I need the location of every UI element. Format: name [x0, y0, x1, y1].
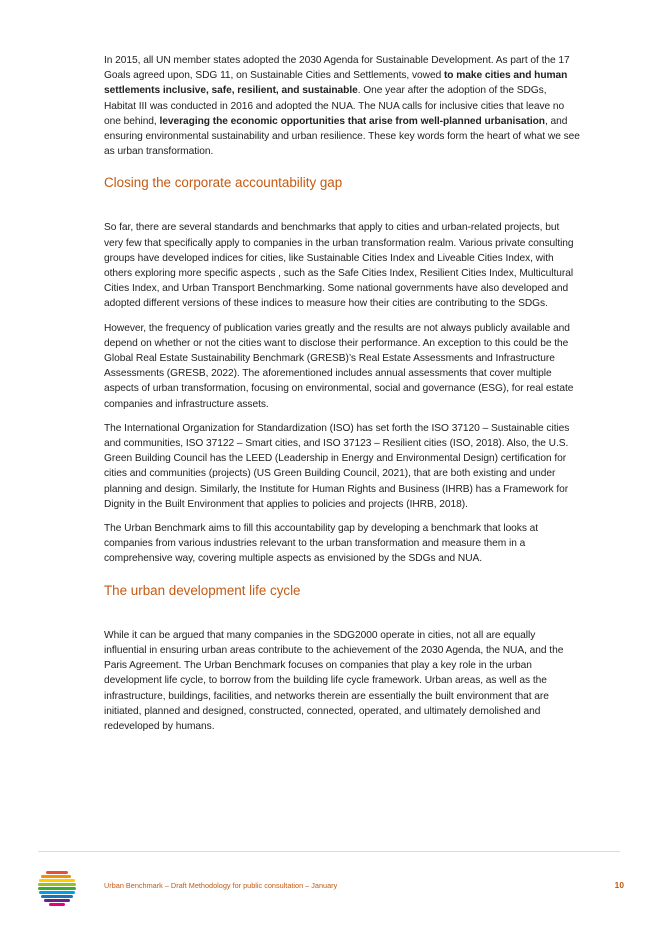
intro-text-2: . One year after the adoption of the SDGs, Habitat III was conducted in 2016 and adopted the NUA. The NUA calls for inclusive cities that leave no one behind,: [104, 85, 565, 127]
intro-paragraph: [104, 53, 580, 159]
section-heading-life-cycle: The urban development life cycle: [104, 582, 301, 598]
section1-paragraph-3: The International Organization for Standardization (ISO) has set forth the ISO 37120 – Sustainable cities and communities, ISO 37122 – Smart cities, and ISO 37123 – Resilient cities (ISO, 2018). Also, the U.S. Green Building Council has the LEED (Leadership in Energy and Environmental Design) certification for cities and communities (projects) (US Green Building Council, 2021), that are both existing and under planning and design. Similarly, the Institute for Human Rights and Business (IHRB) has a Framework for Dignity in the Built Environment that applies to policies and projects (IHRB, 2018).: [104, 422, 570, 510]
world-benchmarking-alliance-logo-icon: [38, 870, 78, 908]
intro-bold-1: to make cities and human settlements inclusive, safe, resilient, and sustainable: [104, 70, 568, 97]
footer-title: Urban Benchmark – Draft Methodology for public consultation – January: [104, 881, 338, 890]
section1-paragraph-1: So far, there are several standards and benchmarks that apply to cities and urban-related projects, but very few that specifically apply to companies in the urban transformation realm. Various private consulting groups have developed indices for cities, like Sustainable Cities Index and Liveable Cities Index, with others exploring more specific aspects , such as the Safe Cities Index, Resilient Cities Index, Multicultural Cities Index, and Urban Transport Benchmarking. Some national governments have also developed and adopted different versions of these indices to measure how their cities are contributing to the SDGs.: [104, 222, 574, 310]
section1-paragraph-2: However, the frequency of publication varies greatly and the results are not always publicly available and depend on whether or not the cities want to disclose their performance. An exception to this could be the Global Real Estate Sustainability Benchmark (GRESB)’s Real Estate Assessments and Infrastructure Assessments (GRESB, 2022). The aforementioned includes annual assessments that cover multiple aspects of urban transformation, focusing on environmental, social and governance (ESG), for real estate companies and infrastructure assets.: [104, 322, 574, 410]
section-heading-accountability-gap: Closing the corporate accountability gap: [104, 175, 343, 191]
section2-paragraph-1: While it can be argued that many companies in the SDG2000 operate in cities, not all are equally influential in ensuring urban areas contribute to the achievement of the 2030 Agenda, the NUA, and the Paris Agreement. The Urban Benchmark focuses on companies that play a key role in the urban development life cycle, to borrow from the building life cycle framework. Urban areas, as well as the infrastructure, buildings, facilities, and networks therein are essentially the built environment that are initiated, planned and designed, constructed, connected, operated, and ultimately demolished and redeveloped by humans.: [104, 629, 564, 732]
section1-paragraph-4: The Urban Benchmark aims to fill this accountability gap by developing a benchmark that looks at companies from various industries relevant to the urban transformation and measure them in a comprehensive way, covering multiple aspects as envisioned by the SDGs and NUA.: [104, 523, 539, 565]
intro-text-3: , and ensuring environmental sustainability and urban resilience. These key words form the heart of what we see as urban transformation.: [104, 115, 580, 158]
page-number: 10: [614, 880, 624, 890]
intro-text-1: In 2015, all UN member states adopted the 2030 Agenda for Sustainable Development. As part of the 17 Goals agreed upon, SDG 11, on Sustainable Cities and Settlements, vowed: [104, 55, 570, 82]
footer-divider: [38, 851, 620, 852]
intro-bold-2: leveraging the economic opportunities that arise from well-planned urbanisation: [159, 115, 545, 127]
document-body: [104, 53, 580, 743]
